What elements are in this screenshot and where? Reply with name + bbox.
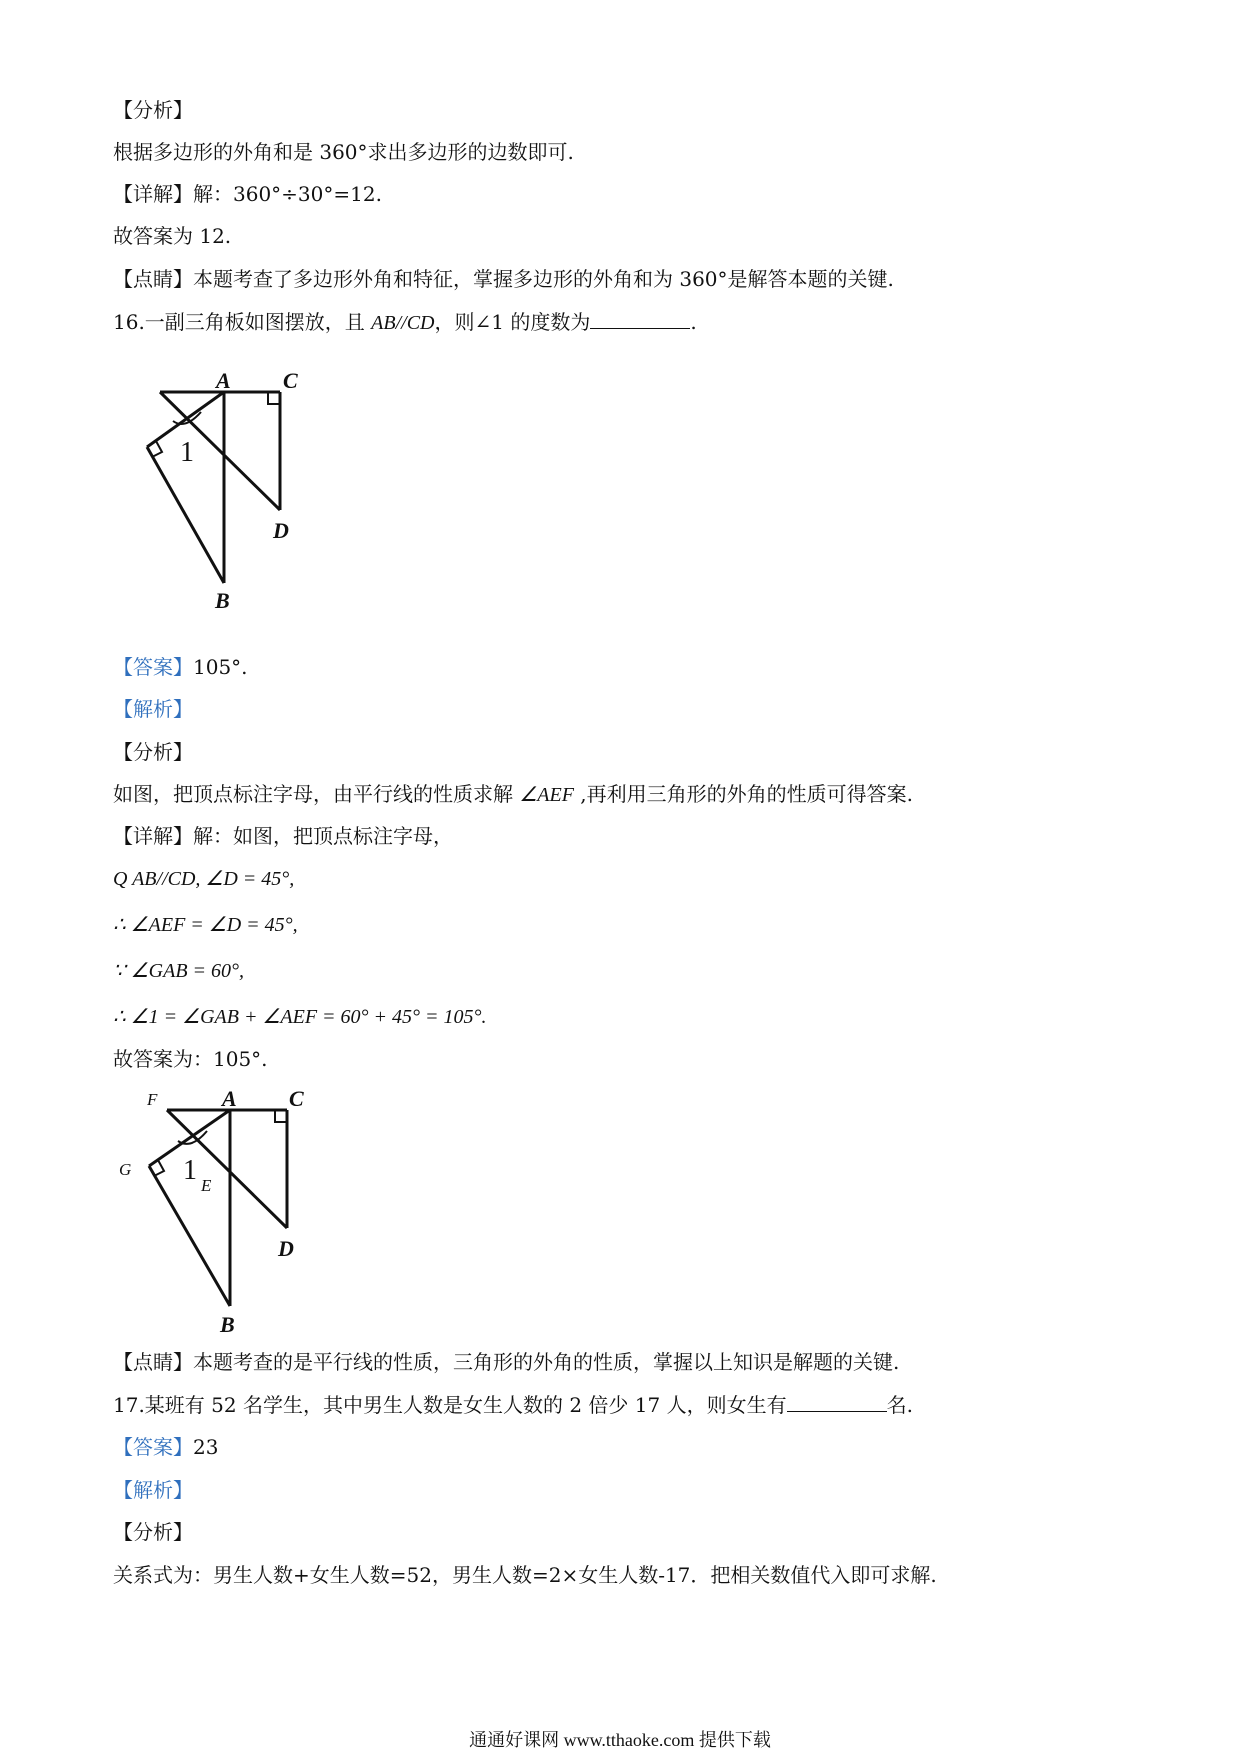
label-angle-1: 1 xyxy=(180,437,194,468)
analysis-text-3: 关系式为：男生人数+女生人数=52，男生人数=2×女生人数-17．把相关数值代入即可求解. xyxy=(113,1563,937,1587)
answer-blank xyxy=(590,308,690,329)
equation-3: ∵ ∠GAB = 60°, xyxy=(113,960,245,982)
answer-blank xyxy=(787,1391,887,1412)
analysis-post: ,再利用三角形的外角的性质可得答案. xyxy=(573,782,914,806)
jiexi-heading: 【解析】 xyxy=(113,697,193,721)
analysis-text: 根据多边形的外角和是 360°求出多边形的边数即可. xyxy=(113,140,574,164)
q16-end: . xyxy=(690,310,697,334)
analysis-text-2 xyxy=(113,780,913,809)
question-17 xyxy=(113,1391,913,1419)
q17-text: 17.某班有 52 名学生，其中男生人数是女生人数的 2 倍少 17 人，则女生有 xyxy=(113,1393,787,1417)
right-angle-mark xyxy=(268,392,280,404)
answer-tag: 【答案】 xyxy=(113,655,193,679)
q16-math: AB//CD xyxy=(371,312,435,334)
answer-value: 23 xyxy=(193,1435,219,1459)
label-B: B xyxy=(215,588,230,613)
equation-4: ∴ ∠1 = ∠GAB + ∠AEF = 60° + 45° = 105°. xyxy=(113,1006,487,1028)
analysis-math: ∠AEF xyxy=(519,784,574,806)
heading-fenxi: 【分析】 xyxy=(113,98,193,122)
analysis-pre: 如图，把顶点标注字母，由平行线的性质求解 xyxy=(113,782,520,806)
comment-text: 【点睛】本题考查了多边形外角和特征，掌握多边形的外角和为 360°是解答本题的关键. xyxy=(113,267,894,291)
answer-tag: 【答案】 xyxy=(113,1435,193,1459)
detail-heading-2: 【详解】解：如图，把顶点标注字母， xyxy=(113,824,453,848)
q16-text: 16.一副三角板如图摆放，且 xyxy=(113,310,372,334)
answer-text: 故答案为 12. xyxy=(113,224,232,248)
label-D: D xyxy=(273,518,289,543)
answer-17 xyxy=(113,1433,218,1461)
answer-16 xyxy=(113,653,248,681)
page-footer: 通通好课网 www.tthaoke.com 提供下载 xyxy=(469,1730,771,1750)
q16-text-mid: ，则∠1 的度数为 xyxy=(434,310,591,334)
label-angle-1: 1 xyxy=(183,1155,197,1186)
jiexi-heading-2: 【解析】 xyxy=(113,1478,193,1502)
label-C: C xyxy=(283,368,298,393)
label-F: F xyxy=(147,1090,158,1109)
question-16 xyxy=(113,308,697,337)
label-A: A xyxy=(216,368,231,393)
comment-text-2: 【点睛】本题考查的是平行线的性质，三角形的外角的性质，掌握以上知识是解题的关键. xyxy=(113,1350,900,1374)
label-D: D xyxy=(278,1236,294,1261)
triangle-figure-1 xyxy=(125,360,325,615)
label-C: C xyxy=(289,1086,304,1111)
label-A: A xyxy=(222,1086,237,1111)
right-angle-mark xyxy=(275,1110,287,1122)
label-B: B xyxy=(220,1312,235,1337)
triangle-figure-2 xyxy=(115,1078,330,1340)
fenxi-heading-3: 【分析】 xyxy=(113,1520,193,1544)
label-G: G xyxy=(119,1160,132,1179)
equation-2: ∴ ∠AEF = ∠D = 45°, xyxy=(113,914,298,936)
fig2-edge xyxy=(149,1166,230,1306)
detail-text: 【详解】解：360°÷30°=12. xyxy=(113,182,382,206)
q17-end: 名. xyxy=(886,1393,913,1417)
conclusion-text: 故答案为：105°. xyxy=(113,1047,268,1071)
fenxi-heading: 【分析】 xyxy=(113,740,193,764)
fig1-edge xyxy=(160,392,280,510)
label-E: E xyxy=(201,1176,212,1195)
equation-1: Q AB//CD, ∠D = 45°, xyxy=(113,868,295,890)
answer-value: 105°. xyxy=(193,655,248,679)
